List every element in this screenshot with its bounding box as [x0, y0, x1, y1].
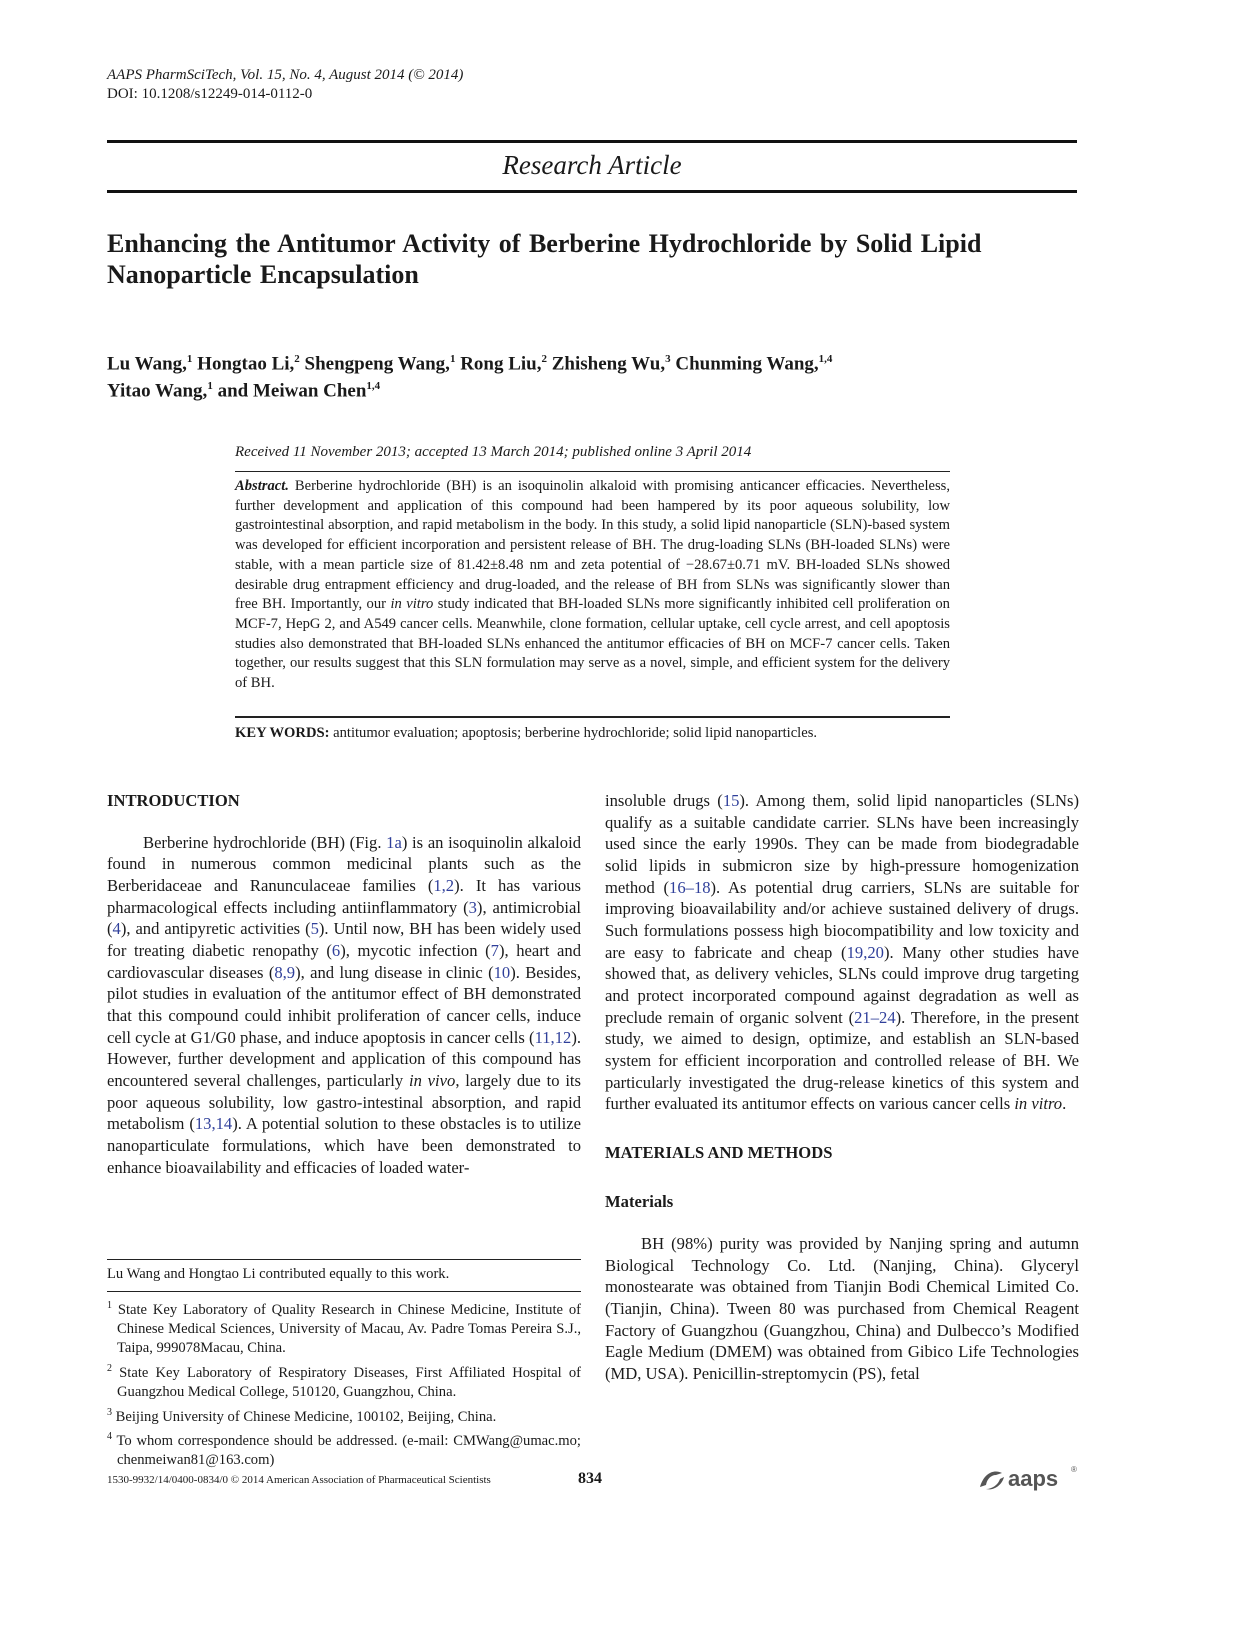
keywords: KEY WORDS: antitumor evaluation; apoptosis; berberine hydrochloride; solid lipid nanoparticles.: [235, 725, 818, 741]
equal-contribution-note: Lu Wang and Hongtao Li contributed equally to this work.: [107, 1266, 450, 1282]
ref-link[interactable]: 1a: [386, 832, 402, 852]
footnote-4: $^4$ To whom correspondence should be addressed. (e-mail: CMWang@umac.mo; chenmeiwan81@163.com): [107, 1431, 581, 1469]
journal-citation: AAPS PharmSciTech, Vol. 15, No. 4, August 2014 (© 2014): [107, 67, 464, 83]
footnote-1: $^1$ State Key Laboratory of Quality Research in Chinese Medicine, Institute of Chinese Medical Sciences, University of Macau, Av. Padre Tomas Pereira S.J., Taipa, 999078Macau, China.: [107, 1299, 581, 1357]
ref-link[interactable]: 10: [493, 962, 511, 982]
page-number: 834: [578, 1470, 602, 1487]
author-line-1: Lu Wang,$^1$ Hongtao Li,$^2$ Shengpeng Wang,$^1$ Rong Liu,$^2$ Zhisheng Wu,$^3$ Chunming Wang,$^{1,4}$: [107, 353, 833, 375]
ref-link[interactable]: 15: [722, 791, 740, 810]
ref-link[interactable]: 19,20: [846, 942, 884, 962]
ref-link[interactable]: 7: [490, 940, 499, 960]
ref-link[interactable]: 21–24: [854, 1007, 896, 1027]
ref-link[interactable]: 4: [112, 919, 121, 939]
footnote-rule-top: [107, 1259, 581, 1260]
introduction-heading: INTRODUCTION: [107, 791, 240, 810]
materials-subheading: Materials: [605, 1191, 674, 1211]
aaps-logo: [978, 1463, 1080, 1493]
materials-methods-heading: MATERIALS AND METHODS: [605, 1142, 833, 1162]
author-list: [107, 348, 1007, 403]
header-rule-bottom: [107, 190, 1077, 193]
ref-link[interactable]: 13,14: [194, 1114, 233, 1134]
received-dates: Received 11 November 2013; accepted 13 March 2014; published online 3 April 2014: [235, 444, 752, 460]
ref-link[interactable]: 16–18: [669, 877, 711, 897]
aaps-logo-icon: [978, 1463, 1080, 1493]
introduction-paragraph: Berberine hydrochloride (BH) (Fig. 1a) is an isoquinolin alkaloid found in numerous common medicinal plants such as the Berberidaceae and Ranunculaceae families (1,2). It has various pharmacological effects including antiinflammatory (3), antimicrobial (4), and antipyretic activities (5). Until now, BH has been widely used for treating diabetic renopathy (6), mycotic infection (7), heart and cardiovascular diseases (8,9), and lung disease in clinic (10). Besides, pilot studies in evaluation of the antitumor effect of BH demonstrated that this compound could inhibit proliferation of cancer cells, induce cell cycle at G1/G0 phase, and induce apoptosis in cancer cells (11,12). However, further development and application of this compound has encountered several challenges, particularly in vivo, largely due to its poor aqueous solubility, low gastro-intestinal absorption, and rapid metabolism (13,14). A potential solution to these obstacles is to utilize nanoparticulate formulations, which have been demonstrated to enhance bioavailability and efficacies of loaded water-: [107, 832, 582, 1177]
logo-registered-mark: ®: [1071, 1465, 1077, 1474]
logo-text: aaps: [1008, 1466, 1059, 1491]
ref-link[interactable]: 11,12: [534, 1027, 572, 1047]
abstract-rule-top: [235, 471, 950, 472]
ref-link[interactable]: 6: [331, 940, 341, 960]
ref-link[interactable]: 5: [310, 919, 319, 939]
footnote-3: $^3$ Beijing University of Chinese Medicine, 100102, Beijing, China.: [107, 1406, 497, 1425]
author-line-2: Yitao Wang,$^1$ and Meiwan Chen$^{1,4}$: [107, 380, 381, 402]
keywords-label: KEY WORDS:: [235, 725, 330, 741]
footnote-2: $^2$ State Key Laboratory of Respiratory Diseases, First Affiliated Hospital of Guangzhou Medical College, 510120, Guangzhou, China.: [107, 1362, 581, 1401]
ref-link[interactable]: 8,9: [274, 962, 296, 982]
abstract-rule-bottom: [235, 716, 950, 718]
article-title: Enhancing the Antitumor Activity of Berberine Hydrochloride by Solid Lipid Nanoparticle Encapsulation: [107, 229, 982, 289]
ref-link[interactable]: 1,2: [433, 875, 455, 895]
section-type: Research Article: [502, 150, 682, 180]
introduction-paragraph-continued: insoluble drugs (15). Among them, solid lipid nanoparticles (SLNs) qualify as a suitable candidate carrier. SLNs have been increasingly used since the early 1990s. They can be made from biodegradable solid lipids in submicron size by high-pressure homogenization method (16–18). As potential drug carriers, SLNs are suitable for improving bioavailability and/or achieve sustained delivery of drugs. Such formulations possess high biocompatibility and low toxicity and are easy to fabricate and cheap (19,20). Many other studies have showed that, as delivery vehicles, SLNs could improve drug targeting and protect incorporated compound against degradation as well as preclude remain of organic solvent (21–24). Therefore, in the present study, we aimed to design, optimize, and establish an SLN-based system for efficient incorporation and controlled release of BH. We particularly investigated the drug-release kinetics of this system and further evaluated its antitumor effects on various cancer cells in vitro.: [605, 791, 1080, 1114]
left-column: [107, 790, 581, 1178]
ref-link[interactable]: 3: [468, 897, 477, 917]
doi: DOI: 10.1208/s12249-014-0112-0: [107, 86, 313, 102]
materials-paragraph: BH (98%) purity was provided by Nanjing spring and autumn Biological Technology Co. Ltd. (Nanjing, China). Glyceryl monostearate was obtained from Tianjin Bodi Chemical Limited Co. (Tianjin, China). Tween 80 was purchased from Chemical Reagent Factory of Guangzhou (Guangzhou, China) and Dulbecco’s Modified Eagle Medium (DMEM) was obtained from Gibico Life Technologies (MD, USA). Penicillin-streptomycin (PS), fetal: [605, 1234, 1079, 1384]
abstract: Abstract. Berberine hydrochloride (BH) is an isoquinolin alkaloid with promising anticancer efficacies. Nevertheless, further development and application of this compound had been hampered by its poor aqueous solubility, low gastrointestinal absorption, and rapid metabolism in the body. In this study, a solid lipid nanoparticle (SLN)-based system was developed for efficient incorporation and persistent release of BH. The drug-loading SLNs (BH-loaded SLNs) were stable, with a mean particle size of 81.42±8.48 nm and zeta potential of −28.67±0.71 mV. BH-loaded SLNs showed desirable drug entrapment efficiency and drug-loaded, and the release of BH from SLNs was significantly slower than free BH. Importantly, our in vitro study indicated that BH-loaded SLNs more significantly inhibited cell proliferation on MCF-7, HepG 2, and A549 cancer cells. Meanwhile, clone formation, cellular uptake, cell cycle arrest, and cell apoptosis studies also demonstrated that BH-loaded SLNs enhanced the antitumor efficacies of BH on MCF-7 cancer cells. Taken together, our results suggest that this SLN formulation may serve as a novel, simple, and efficient system for the delivery of BH.: [235, 478, 950, 692]
right-column: [605, 790, 1079, 1385]
footnote-rule-bottom: [107, 1291, 581, 1292]
abstract-label: Abstract.: [235, 478, 289, 494]
footer-copyright: 1530-9932/14/0400-0834/0 © 2014 American Association of Pharmaceutical Scientists: [107, 1474, 491, 1486]
header-rule-top: [107, 140, 1077, 143]
footnotes: [107, 1265, 581, 1471]
